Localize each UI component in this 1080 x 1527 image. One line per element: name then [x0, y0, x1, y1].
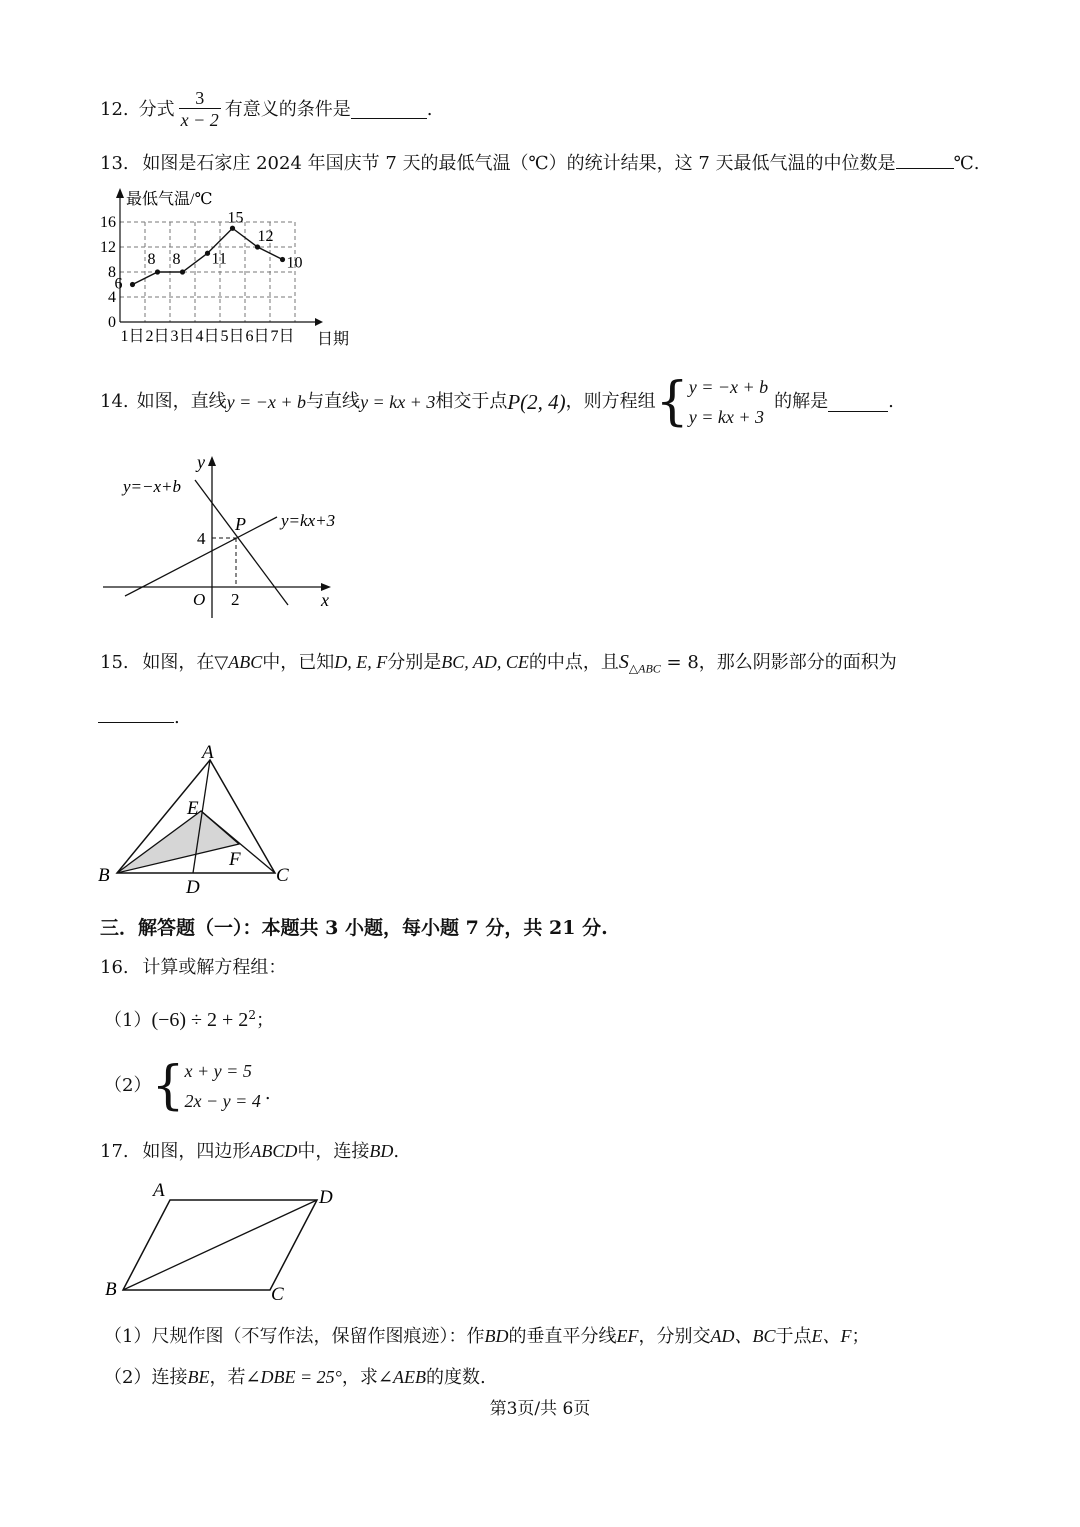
label-x-axis: x [321, 590, 329, 610]
q15-points: D, E, F [334, 652, 388, 672]
data-point [280, 257, 285, 262]
q17-p1-end: ； [851, 1326, 870, 1347]
q14-end: . [888, 391, 894, 412]
q14-system [689, 372, 768, 432]
q15-number: 15. [100, 652, 129, 673]
q17-p1-ad-bc: AD、BC [710, 1326, 776, 1346]
y-tick-label: 4 [108, 289, 116, 306]
q15-area-subscript: △ABC [628, 661, 661, 676]
y-axis-title: 最低气温/℃ [126, 191, 213, 208]
y-tick-label: 8 [108, 264, 116, 281]
x-tick-label: 2日 [145, 328, 170, 345]
q17-p1-text-2: 的垂直平分线 [508, 1326, 617, 1347]
question-12 [100, 88, 433, 131]
q17-p2-text-3: ，求 [341, 1367, 378, 1388]
y-tick-labels [100, 214, 116, 331]
q17-p1-label: （1） [104, 1326, 152, 1347]
y-tick-label: 0 [108, 314, 116, 331]
data-point [255, 244, 260, 249]
q17-p1-e-f: E、F [811, 1326, 852, 1346]
q17-p2-be: BE [187, 1367, 210, 1387]
q15-answer-blank[interactable] [98, 704, 174, 723]
q13-end: ℃. [953, 153, 980, 174]
label-f: F [229, 849, 241, 870]
data-point [205, 251, 210, 256]
q17-p2-angle: ∠DBE = 25° [245, 1367, 342, 1387]
q17-text-1: 如图，四边形 [142, 1141, 251, 1162]
page-footer: 第3页/共 6页 [489, 1399, 591, 1419]
label-line-1: y=−x+b [123, 477, 182, 496]
q13-text: 如图是石家庄 2024 年国庆节 7 天的最低气温（℃）的统计结果，这 7 天最低气温的中位数是 [142, 153, 896, 174]
q17-text-2: 中，连接 [297, 1141, 370, 1162]
x-tick-label: 3日 [170, 328, 195, 345]
q17-number: 17. [100, 1141, 129, 1162]
q15-answer-line [98, 704, 180, 729]
label-b: B [105, 1279, 117, 1300]
x-axis-title: 日期 [317, 331, 350, 348]
y-axis-arrow-icon [116, 188, 124, 198]
q12-fraction-numerator: 3 [195, 88, 205, 108]
label-e: E [187, 798, 199, 819]
data-label: 8 [172, 251, 181, 268]
data-label: 6 [114, 275, 123, 293]
label-y-axis: y [197, 452, 205, 472]
q15-triangle: ▽ABC [214, 652, 263, 672]
q15-text-2: 中，已知 [262, 652, 335, 673]
q12-fraction [179, 88, 221, 131]
q15-text-1: 如图，在 [142, 652, 215, 673]
system-brace-icon: { [151, 1056, 185, 1116]
q14-text-4: ，则方程组 [565, 391, 656, 412]
q17-p1-bd: BD [484, 1326, 509, 1346]
data-point [130, 282, 135, 287]
y-tick-label: 12 [100, 239, 116, 256]
q13-answer-blank[interactable] [896, 150, 954, 169]
q14-point: P(2, 4) [507, 390, 566, 414]
shaded-triangle [117, 811, 239, 873]
data-label: 11 [211, 250, 227, 268]
q17-end: . [393, 1141, 400, 1162]
question-13 [100, 150, 979, 175]
q15-segments: BC, AD, CE [441, 652, 529, 672]
y-axis-arrow-icon [208, 456, 216, 466]
q17-quadrilateral-figure [95, 1172, 355, 1307]
x-tick-labels [120, 328, 294, 345]
q17-p1-text-3: ，分别交 [638, 1326, 711, 1347]
q15-text-3: 分别是 [387, 652, 442, 673]
q17-p2-text-4: 的度数. [425, 1367, 486, 1388]
q14-text-3: 相交于点 [435, 391, 508, 412]
line-neg-x-plus-b [195, 480, 288, 605]
q17-p2-label: （2） [104, 1367, 152, 1388]
label-x-2: 2 [231, 590, 240, 609]
q16-part-1 [104, 1004, 274, 1032]
label-d: D [319, 1187, 333, 1208]
question-14 [100, 372, 894, 432]
q12-answer-blank[interactable] [351, 100, 427, 119]
data-label: 15 [227, 209, 244, 227]
x-tick-label: 5日 [220, 328, 245, 345]
q14-text-2: 与直线 [306, 391, 361, 412]
diagonal-bd [123, 1200, 317, 1290]
label-line-2: y=kx+3 [281, 511, 336, 530]
q15-triangle-figure [92, 738, 312, 898]
q16-p2-end: . [264, 1083, 271, 1104]
q14-eq1: y = −x + b [226, 392, 307, 412]
q17-part-1 [104, 1325, 869, 1348]
y-tick-label: 16 [100, 214, 116, 231]
q15-text-5: ，那么阴影部分的面积为 [698, 652, 897, 673]
q14-text-1: 如图，直线 [136, 391, 227, 412]
q14-number: 14. [100, 391, 129, 412]
x-tick-label: 6日 [245, 328, 270, 345]
q15-text-4: 的中点，且 [528, 652, 619, 673]
q12-fraction-denominator: x − 2 [180, 110, 219, 130]
x-tick-label: 4日 [195, 328, 220, 345]
x-tick-label: 1日 [120, 328, 145, 345]
q14-system-line-2: y = kx + 3 [688, 407, 765, 427]
label-b: B [98, 865, 110, 886]
data-label: 10 [286, 254, 303, 272]
temperature-line-chart [95, 182, 365, 352]
q17-part-2 [104, 1366, 486, 1389]
label-c: C [276, 865, 289, 886]
label-c: C [271, 1284, 284, 1305]
q16-system-line-2: 2x − y = 4 [184, 1091, 261, 1111]
q16-p1-label: （1） [104, 1010, 152, 1031]
q16-system-line-1: x + y = 5 [184, 1061, 252, 1081]
q16-text: 计算或解方程组： [142, 957, 287, 978]
data-label: 8 [147, 251, 156, 268]
q16-p1-exponent: 2 [248, 1008, 256, 1022]
label-a: A [202, 742, 214, 763]
q16-part-2 [104, 1056, 271, 1116]
label-origin: O [193, 590, 206, 609]
q16-system [185, 1056, 261, 1116]
q17-p2-text-1: 连接 [151, 1367, 188, 1388]
q12-pre: 分式 [138, 98, 175, 120]
q14-line-graph [95, 450, 365, 625]
label-point-p: P [235, 514, 246, 534]
q17-p1-text-1: 尺规作图（不写作法，保留作图痕迹）：作 [151, 1326, 485, 1347]
q17-bd: BD [369, 1141, 394, 1161]
q15-area-symbol: S [618, 651, 629, 673]
q16-p1-end: ； [255, 1010, 274, 1031]
q12-number: 12. [100, 98, 129, 120]
question-15 [100, 651, 897, 680]
q14-text-5: 的解是 [774, 391, 829, 412]
data-point [180, 269, 185, 274]
q17-p1-text-4: 于点 [775, 1326, 812, 1347]
x-axis-arrow-icon [315, 318, 323, 326]
q12-post: 有意义的条件是 [224, 98, 351, 120]
q17-p1-ef: EF [616, 1326, 639, 1346]
q16-p2-label: （2） [104, 1075, 152, 1096]
question-16 [100, 957, 286, 979]
x-tick-label: 7日 [270, 328, 295, 345]
q13-number: 13. [100, 153, 129, 174]
q16-p1-expression: (−6) ÷ 2 + 2 [151, 1009, 249, 1031]
q12-end: . [426, 98, 433, 120]
q17-p2-text-2: ，若 [209, 1367, 246, 1388]
q14-system-line-1: y = −x + b [688, 377, 769, 397]
data-point [230, 226, 235, 231]
data-label: 12 [257, 228, 274, 245]
label-a: A [153, 1180, 165, 1201]
q14-answer-blank[interactable] [828, 393, 888, 412]
q15-end: . [174, 707, 180, 728]
q14-eq2: y = kx + 3 [360, 392, 436, 412]
q15-area-value: = 8 [660, 652, 699, 673]
q17-quad: ABCD [250, 1141, 298, 1161]
q16-number: 16. [100, 957, 129, 978]
question-17 [100, 1140, 399, 1163]
system-brace-icon: { [655, 372, 689, 432]
q17-p2-aeb: ∠AEB [377, 1367, 426, 1387]
section-3-heading: 三．解答题（一）：本题共 3 小题，每小题 7 分，共 21 分. [100, 917, 608, 939]
label-d: D [186, 877, 200, 898]
data-point [155, 269, 160, 274]
label-y-4: 4 [197, 529, 206, 548]
